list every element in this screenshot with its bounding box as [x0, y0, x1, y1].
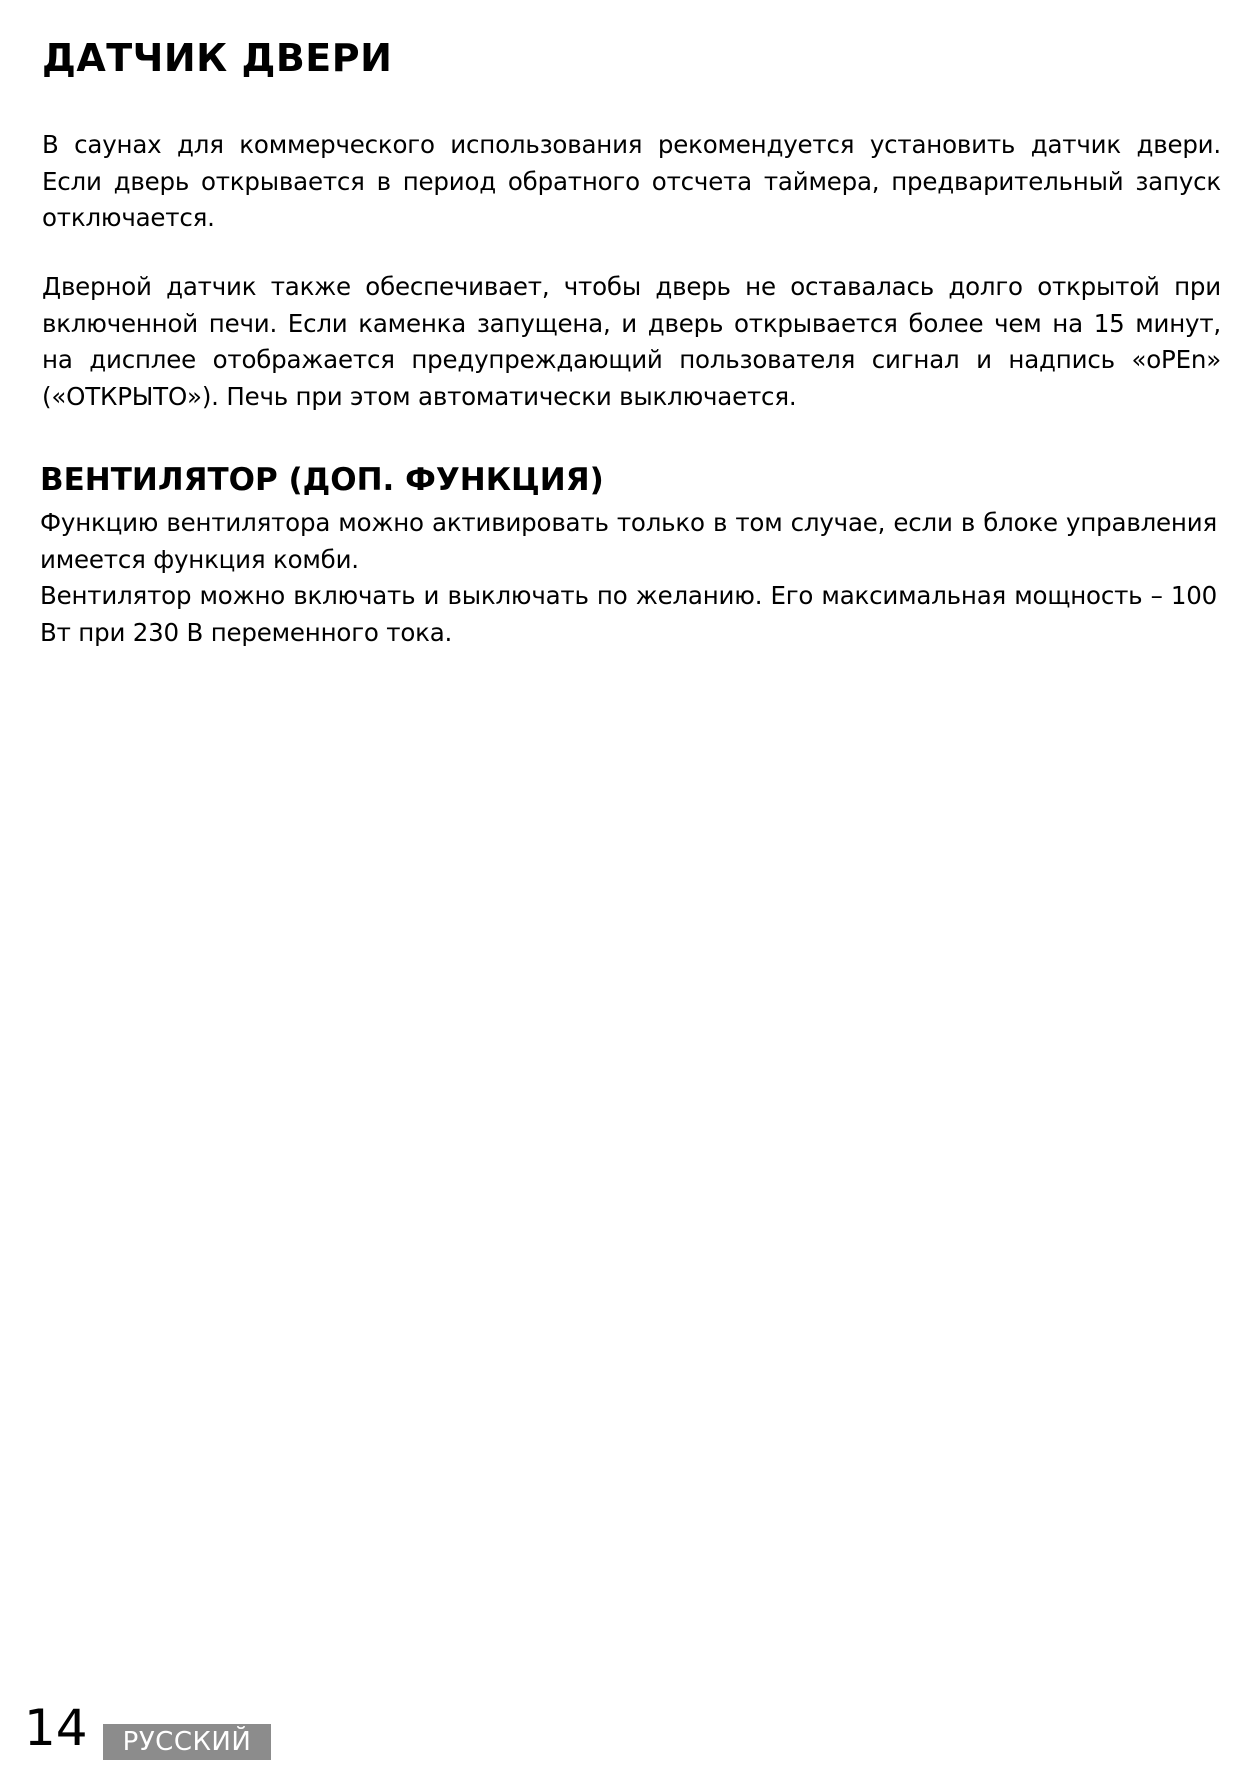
fan-paragraph-2: Вентилятор можно включать и выключать по желанию. Его максимальная мощность – 100 Вт при 230 В переменного тока.	[40, 581, 1217, 647]
page-number: 14	[24, 1699, 88, 1757]
fan-paragraph-1: Функцию вентилятора можно активировать только в том случае, если в блоке управления имеется функция комби.	[40, 508, 1217, 574]
fan-heading: ВЕНТИЛЯТОР (ДОП. ФУНКЦИЯ)	[40, 462, 604, 498]
door-sensor-heading: ДАТЧИК ДВЕРИ	[42, 36, 393, 80]
door-sensor-paragraph-2: Дверной датчик также обеспечивает, чтобы дверь не оставалась долго открытой при включенной печи. Если каменка запущена, и дверь открывается более чем на 15 минут, на дисплее отображается предупреждающий пользователя сигнал и надпись «oPEn» («ОТКРЫТО»). Печь при этом автоматически выключается.	[42, 272, 1221, 411]
door-sensor-paragraph-1: В саунах для коммерческого использования рекомендуется установить датчик двери. Если дверь открывается в период обратного отсчета таймера, предварительный запуск отключается.	[42, 130, 1221, 232]
language-label: РУССКИЙ	[103, 1724, 271, 1760]
